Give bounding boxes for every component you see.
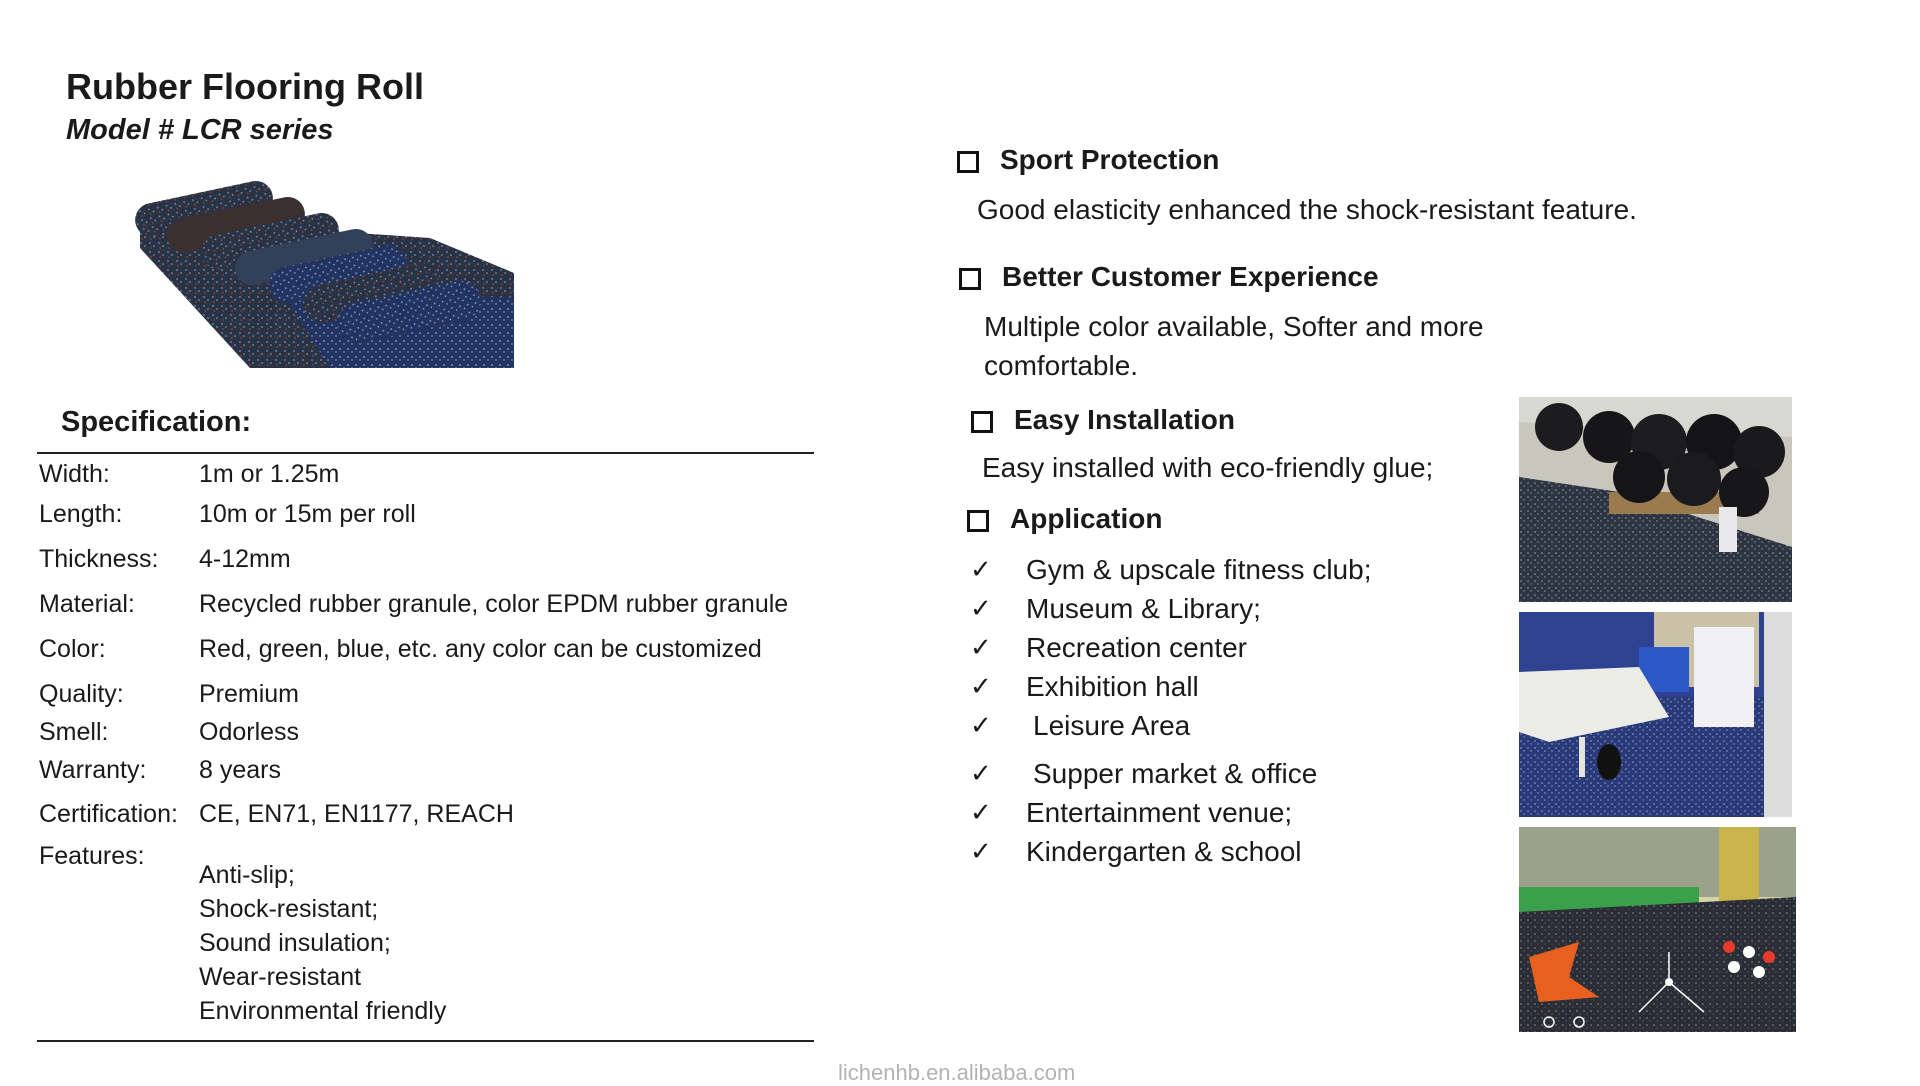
customer-experience-text-cont: comfortable. [984, 350, 1139, 381]
checkbox-square-icon [957, 151, 979, 173]
warehouse-rolls-photo [1519, 397, 1792, 602]
checkmark-icon: ✓ [970, 710, 992, 740]
spec-value: Red, green, blue, etc. any color can be customized [199, 635, 762, 663]
checkmark-icon: ✓ [970, 758, 992, 788]
spec-key: Width: [39, 460, 110, 488]
checkbox-square-icon [959, 268, 981, 290]
spec-value: Odorless [199, 718, 300, 746]
spec-top-divider [37, 452, 814, 454]
spec-key: Color: [39, 635, 106, 663]
lounge-room-photo [1519, 612, 1792, 817]
spec-value: 10m or 15m per roll [199, 500, 416, 528]
spec-value: 1m or 1.25m [199, 460, 340, 488]
sport-protection-text: Good elasticity enhanced the shock-resistant feature. [977, 194, 1637, 225]
application-item-text: Supper market & office [1033, 758, 1318, 789]
spec-key: Material: [39, 590, 135, 618]
checkmark-icon: ✓ [970, 632, 992, 662]
application-item-text: Leisure Area [1033, 710, 1191, 741]
feature-item: Wear-resistant [199, 963, 362, 991]
spec-value: CE, EN71, EN1177, REACH [199, 800, 514, 828]
spec-value: Recycled rubber granule, color EPDM rubber granule [199, 590, 789, 618]
spec-value: 4-12mm [199, 545, 291, 573]
spec-key: Warranty: [39, 756, 147, 784]
application-item-text: Recreation center [1026, 632, 1248, 663]
sport-protection-title: Sport Protection [1000, 144, 1220, 175]
model-subtitle: Model # LCR series [66, 114, 334, 146]
feature-item: Anti-slip; [199, 861, 295, 889]
spec-key: Certification: [39, 800, 178, 828]
application-item-text: Gym & upscale fitness club; [1026, 554, 1372, 585]
easy-installation-text: Easy installed with eco-friendly glue; [982, 452, 1434, 483]
checkbox-square-icon [967, 510, 989, 532]
checkmark-icon: ✓ [970, 593, 992, 623]
spec-bottom-divider [37, 1040, 814, 1042]
checkmark-icon: ✓ [970, 671, 992, 701]
application-item-text: Entertainment venue; [1026, 797, 1293, 828]
application-title: Application [1010, 503, 1163, 534]
checkmark-icon: ✓ [970, 797, 992, 827]
spec-key: Length: [39, 500, 123, 528]
application-item-text: Museum & Library; [1026, 593, 1261, 624]
specification-heading: Specification: [61, 406, 252, 438]
application-item-text: Exhibition hall [1026, 671, 1199, 702]
application-item-text: Kindergarten & school [1026, 836, 1302, 867]
spec-value: 8 years [199, 756, 281, 784]
feature-item: Environmental friendly [199, 997, 447, 1025]
page-title: Rubber Flooring Roll [66, 66, 424, 107]
feature-item: Sound insulation; [199, 929, 391, 957]
checkmark-icon: ✓ [970, 836, 992, 866]
features-key: Features: [39, 842, 145, 870]
checkmark-icon: ✓ [970, 554, 992, 584]
spec-value: Premium [199, 680, 300, 708]
feature-item: Shock-resistant; [199, 895, 379, 923]
checkbox-square-icon [971, 411, 993, 433]
easy-installation-title: Easy Installation [1014, 404, 1235, 435]
spec-key: Smell: [39, 718, 109, 746]
gym-floor-photo [1519, 827, 1796, 1032]
customer-experience-text: Multiple color available, Softer and more [984, 311, 1484, 342]
spec-key: Quality: [39, 680, 124, 708]
spec-key: Thickness: [39, 545, 159, 573]
customer-experience-title: Better Customer Experience [1002, 261, 1379, 292]
watermark: lichenhb.en.alibaba.com [838, 1060, 1076, 1085]
rubber-rolls-image [130, 178, 514, 368]
features-list [199, 858, 446, 1028]
